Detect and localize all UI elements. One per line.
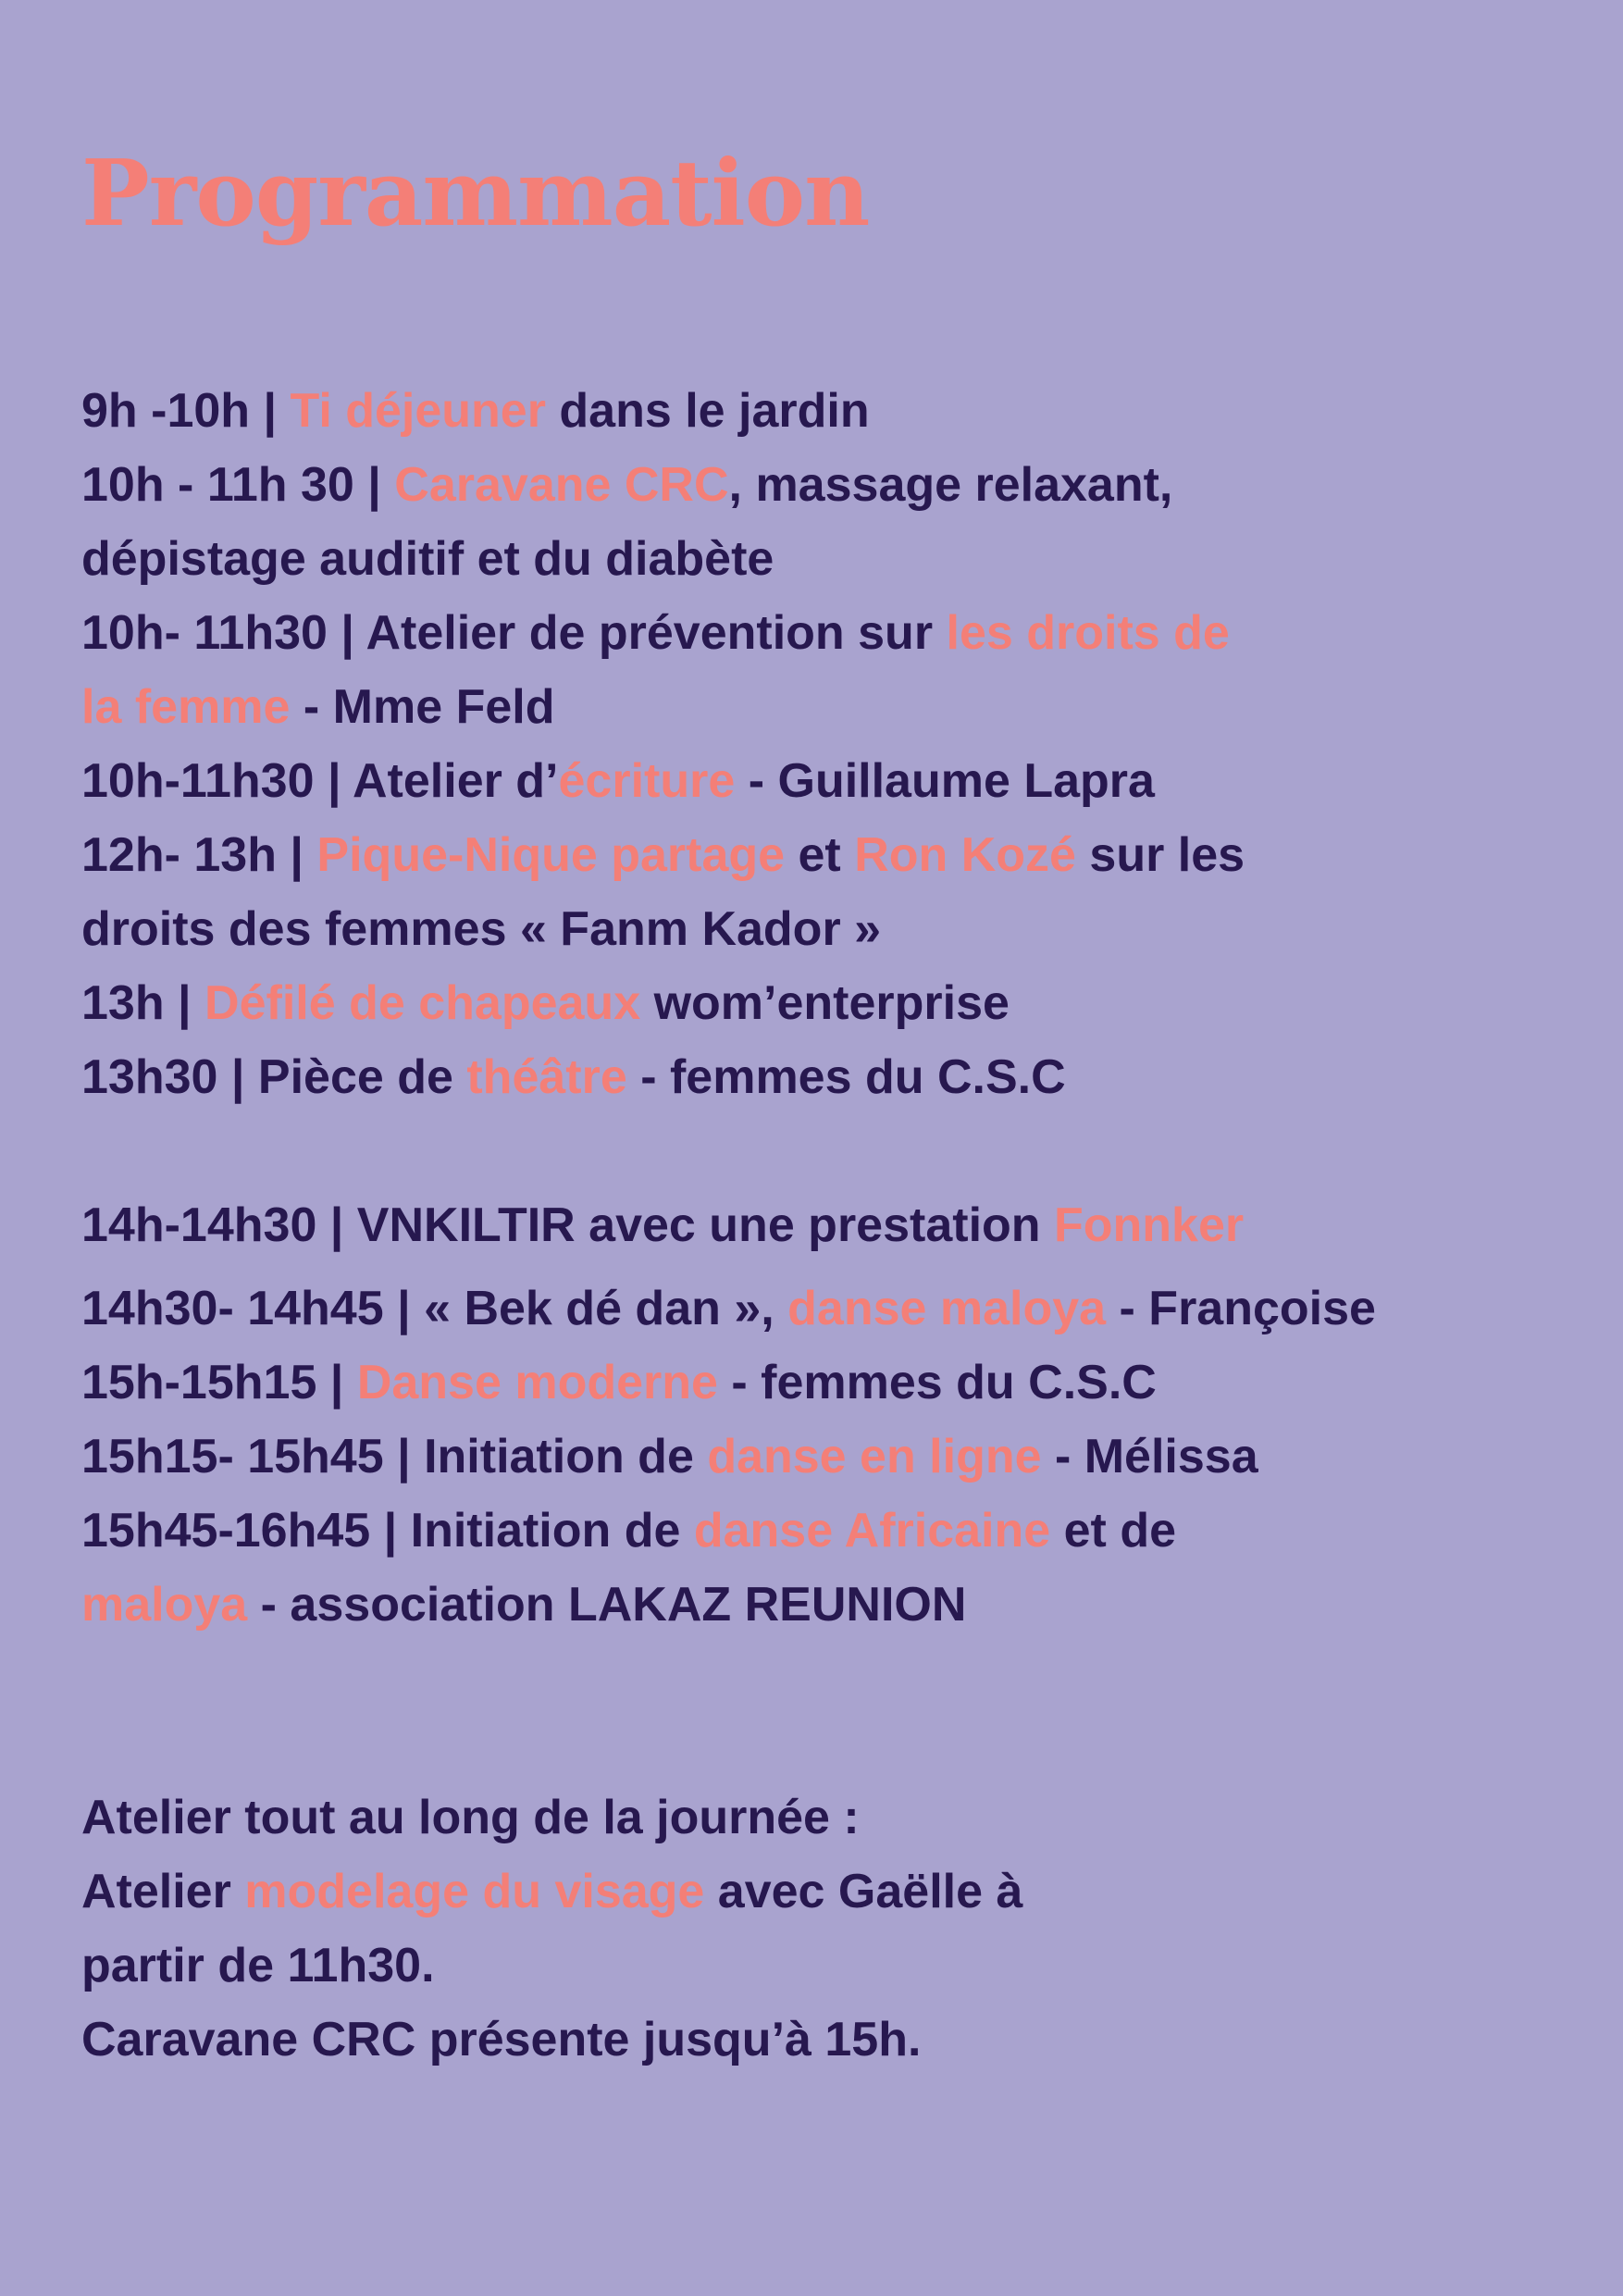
line-text: Atelier tout au long de la journée : xyxy=(81,1791,860,1844)
schedule-line xyxy=(81,751,1155,811)
highlight-text: Ron Kozé xyxy=(854,828,1076,882)
line-text: Caravane CRC présente jusqu’à 15h. xyxy=(81,2013,922,2066)
schedule-line xyxy=(81,381,870,441)
schedule-line xyxy=(81,1936,435,1995)
line-text: dans le jardin xyxy=(545,384,870,438)
highlight-text: théâtre xyxy=(466,1050,627,1104)
schedule-line xyxy=(81,1501,1176,1560)
line-text: 15h15- 15h45 | Initiation de xyxy=(81,1430,708,1483)
line-text: - Mme Feld xyxy=(290,680,555,734)
line-text: - femmes du C.S.C xyxy=(626,1050,1066,1104)
line-text: 15h-15h15 | xyxy=(81,1356,357,1409)
line-text: et xyxy=(785,828,855,882)
highlight-text: Défilé de chapeaux xyxy=(204,976,641,1030)
schedule-line xyxy=(81,825,1245,885)
schedule-line xyxy=(81,1427,1258,1486)
line-text: 15h45-16h45 | Initiation de xyxy=(81,1504,694,1558)
schedule-line xyxy=(81,1353,1157,1412)
highlight-text: modelage du visage xyxy=(244,1865,705,1918)
schedule-line xyxy=(81,1279,1376,1338)
highlight-text: écriture xyxy=(558,754,736,808)
line-text: - femmes du C.S.C xyxy=(717,1356,1157,1409)
schedule-line xyxy=(81,974,1010,1033)
line-text: et de xyxy=(1050,1504,1177,1558)
line-text: - association LAKAZ REUNION xyxy=(247,1578,967,1632)
line-text: 14h-14h30 | VNKILTIR avec une prestation xyxy=(81,1198,1054,1252)
schedule-line xyxy=(81,603,1230,663)
line-text: Atelier xyxy=(81,1865,245,1918)
line-text: wom’enterprise xyxy=(640,976,1010,1030)
line-text: , massage relaxant, xyxy=(728,458,1173,512)
schedule-line xyxy=(81,1575,966,1634)
page-title: Programmation xyxy=(81,141,870,247)
highlight-text: Pique-Nique partage xyxy=(316,828,786,882)
highlight-text: la femme xyxy=(81,680,291,734)
schedule-line xyxy=(81,1862,1022,1921)
line-text: 10h- 11h30 | Atelier de prévention sur xyxy=(81,606,947,660)
line-text: 14h30- 14h45 | « Bek dé dan », xyxy=(81,1282,788,1335)
line-text: 13h | xyxy=(81,976,205,1030)
schedule-line xyxy=(81,529,774,589)
line-text: droits des femmes « Fanm Kador » xyxy=(81,902,882,956)
line-text: 10h - 11h 30 | xyxy=(81,458,395,512)
schedule-line xyxy=(81,2010,921,2069)
highlight-text: Danse moderne xyxy=(356,1356,718,1409)
line-text: - Guillaume Lapra xyxy=(735,754,1155,808)
line-text: avec Gaëlle à xyxy=(704,1865,1023,1918)
line-text: 12h- 13h | xyxy=(81,828,317,882)
highlight-text: Caravane CRC xyxy=(394,458,729,512)
highlight-text: danse en ligne xyxy=(707,1430,1042,1483)
schedule-line xyxy=(81,455,1172,515)
highlight-text: maloya xyxy=(81,1578,248,1632)
schedule-line xyxy=(81,1788,860,1847)
line-text: partir de 11h30. xyxy=(81,1939,435,1992)
highlight-text: Fonnker xyxy=(1054,1198,1245,1252)
line-text: - Mélissa xyxy=(1041,1430,1258,1483)
line-text: 9h -10h | xyxy=(81,384,291,438)
highlight-text: Ti déjeuner xyxy=(290,384,546,438)
line-text: - Françoise xyxy=(1106,1282,1376,1335)
line-text: sur les xyxy=(1075,828,1245,882)
line-text: 10h-11h30 | Atelier d’ xyxy=(81,754,559,808)
highlight-text: les droits de xyxy=(946,606,1230,660)
schedule-line xyxy=(81,677,554,737)
line-text: dépistage auditif et du diabète xyxy=(81,532,774,586)
schedule-line xyxy=(81,900,881,959)
line-text: 13h30 | Pièce de xyxy=(81,1050,467,1104)
schedule-line xyxy=(81,1048,1066,1107)
schedule-line xyxy=(81,1196,1244,1255)
highlight-text: danse Africaine xyxy=(693,1504,1051,1558)
highlight-text: danse maloya xyxy=(787,1282,1107,1335)
